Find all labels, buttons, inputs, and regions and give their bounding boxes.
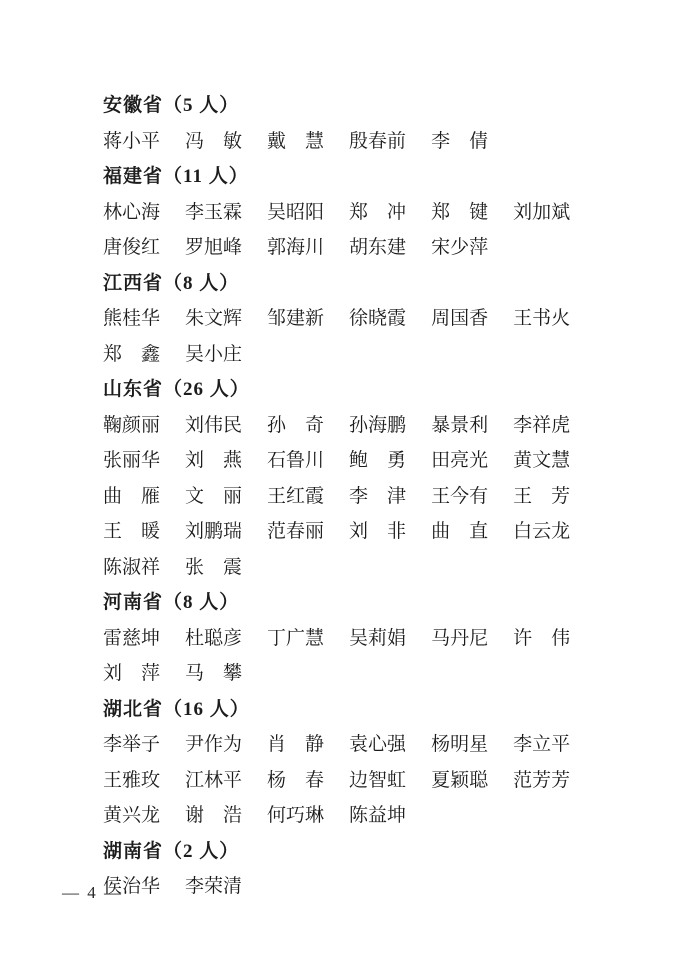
person-name: 王红霞 [267, 485, 325, 507]
person-name: 熊桂华 [103, 308, 161, 330]
person-name: 许 伟 [513, 627, 571, 649]
person-name: 暴景利 [431, 414, 489, 436]
name-row [103, 761, 603, 797]
person-name: 杜聪彦 [185, 627, 243, 649]
name-row [103, 725, 603, 761]
person-name: 范春丽 [267, 521, 325, 543]
person-name: 何巧琳 [267, 805, 325, 827]
name-row [103, 619, 603, 655]
person-name: 李 津 [349, 485, 407, 507]
person-name: 李祥虎 [513, 414, 571, 436]
person-name: 陈益坤 [349, 805, 407, 827]
person-name: 李 倩 [431, 130, 489, 152]
person-name: 胡东建 [349, 237, 407, 259]
person-name: 邹建新 [267, 308, 325, 330]
province-header: 河南省（8 人） [103, 592, 240, 614]
person-name: 黄文慧 [513, 450, 571, 472]
person-name: 郑 鑫 [103, 343, 161, 365]
person-name: 侯治华 [103, 876, 161, 898]
person-name: 马 攀 [185, 663, 243, 685]
name-row [103, 406, 603, 442]
person-name: 雷慈坤 [103, 627, 161, 649]
name-row [103, 512, 603, 548]
person-name: 刘伟民 [185, 414, 243, 436]
person-name: 王 芳 [513, 485, 571, 507]
person-name: 王雅玫 [103, 769, 161, 791]
name-row [103, 193, 603, 229]
name-row [103, 477, 603, 513]
person-name: 江林平 [185, 769, 243, 791]
province-header: 福建省（11 人） [103, 166, 249, 188]
page-number: — 4 — [62, 883, 123, 902]
person-name: 杨 春 [267, 769, 325, 791]
name-row [103, 654, 603, 690]
name-row [103, 122, 603, 158]
person-name: 肖 静 [267, 734, 325, 756]
person-name: 孙 奇 [267, 414, 325, 436]
person-name: 马丹尼 [431, 627, 489, 649]
person-name: 曲 直 [431, 521, 489, 543]
person-name: 李立平 [513, 734, 571, 756]
person-name: 李玉霖 [185, 201, 243, 223]
person-name: 陈淑祥 [103, 556, 161, 578]
person-name: 蒋小平 [103, 130, 161, 152]
person-name: 吴昭阳 [267, 201, 325, 223]
person-name: 杨明星 [431, 734, 489, 756]
name-row [103, 228, 603, 264]
person-name: 袁心强 [349, 734, 407, 756]
province-header: 山东省（26 人） [103, 379, 250, 401]
person-name: 石鲁川 [267, 450, 325, 472]
person-name: 田亮光 [431, 450, 489, 472]
person-name: 唐俊红 [103, 237, 161, 259]
person-name: 朱文辉 [185, 308, 243, 330]
person-name: 尹作为 [185, 734, 243, 756]
person-name: 林心海 [103, 201, 161, 223]
person-name: 张丽华 [103, 450, 161, 472]
person-name: 刘 萍 [103, 663, 161, 685]
person-name: 白云龙 [513, 521, 571, 543]
province-header: 湖南省（2 人） [103, 840, 240, 862]
person-name: 王 暖 [103, 521, 161, 543]
person-name: 刘鹏瑞 [185, 521, 243, 543]
person-name: 李举子 [103, 734, 161, 756]
person-name: 文 丽 [185, 485, 243, 507]
person-name: 范芳芳 [513, 769, 571, 791]
name-list [103, 86, 603, 903]
person-name: 郑 冲 [349, 201, 407, 223]
person-name: 刘 非 [349, 521, 407, 543]
person-name: 丁广慧 [267, 627, 325, 649]
person-name: 黄兴龙 [103, 805, 161, 827]
province-header: 安徽省（5 人） [103, 95, 240, 117]
person-name: 罗旭峰 [185, 237, 243, 259]
name-row [103, 335, 603, 371]
person-name: 鞠颜丽 [103, 414, 161, 436]
person-name: 徐晓霞 [349, 308, 407, 330]
name-row [103, 548, 603, 584]
person-name: 李荣清 [185, 876, 243, 898]
person-name: 郭海川 [267, 237, 325, 259]
person-name: 吴莉娟 [349, 627, 407, 649]
person-name: 郑 键 [431, 201, 489, 223]
person-name: 殷春前 [349, 130, 407, 152]
person-name: 孙海鹏 [349, 414, 407, 436]
person-name: 鲍 勇 [349, 450, 407, 472]
person-name: 刘 燕 [185, 450, 243, 472]
person-name: 戴 慧 [267, 130, 325, 152]
person-name: 宋少萍 [431, 237, 489, 259]
person-name: 刘加斌 [513, 201, 571, 223]
person-name: 吴小庄 [185, 343, 243, 365]
person-name: 曲 雁 [103, 485, 161, 507]
name-row [103, 796, 603, 832]
name-row [103, 867, 603, 903]
province-header: 江西省（8 人） [103, 272, 240, 294]
person-name: 边智虹 [349, 769, 407, 791]
name-row [103, 441, 603, 477]
person-name: 谢 浩 [185, 805, 243, 827]
person-name: 王今有 [431, 485, 489, 507]
person-name: 夏颖聪 [431, 769, 489, 791]
name-row [103, 299, 603, 335]
person-name: 张 震 [185, 556, 243, 578]
person-name: 王书火 [513, 308, 571, 330]
person-name: 冯 敏 [185, 130, 243, 152]
province-header: 湖北省（16 人） [103, 698, 250, 720]
person-name: 周国香 [431, 308, 489, 330]
